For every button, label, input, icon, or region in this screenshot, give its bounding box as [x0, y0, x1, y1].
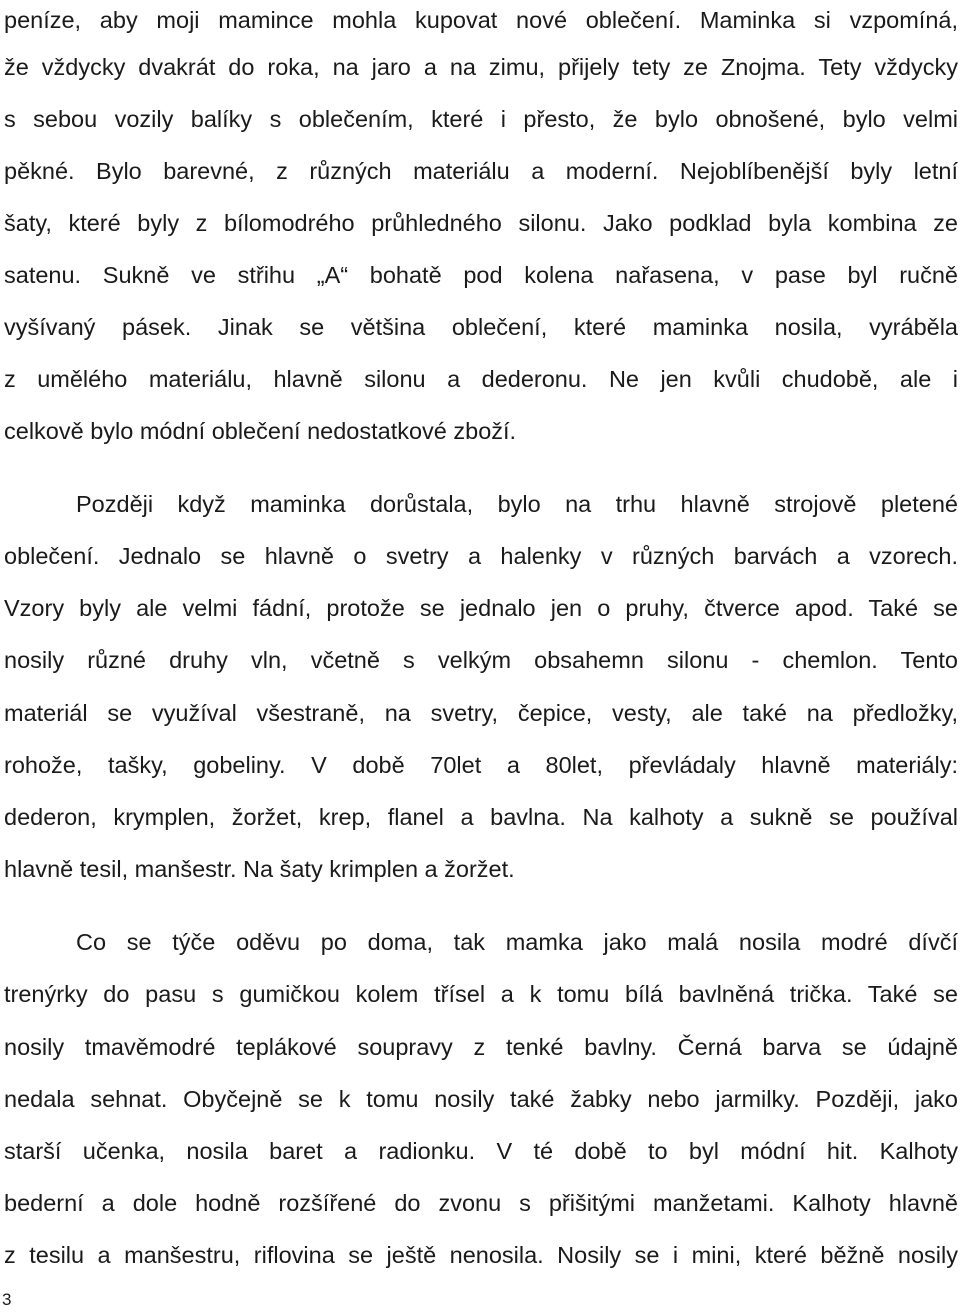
- text-line: pěkné. Bylo barevné, z různých materiálu a moderní. Nejoblíbenější byly letní: [4, 158, 958, 184]
- text-line: trenýrky do pasu s gumičkou kolem třísel a k tomu bílá bavlněná trička. Také se: [4, 981, 958, 1007]
- text-line: dederon, krymplen, žoržet, krep, flanel a bavlna. Na kalhoty a sukně se používal: [4, 804, 958, 830]
- text-line: nosily různé druhy vln, včetně s velkým obsahemn silonu - chemlon. Tento: [4, 647, 958, 673]
- text-line: satenu. Sukně ve střihu „A“ bohatě pod kolena nařasena, v pase byl ručně: [4, 262, 958, 288]
- text-line: s sebou vozily balíky s oblečením, které i přesto, že bylo obnošené, bylo velmi: [4, 106, 958, 132]
- page-number: 3: [2, 1290, 12, 1309]
- text-line: Vzory byly ale velmi fádní, protože se jednalo jen o pruhy, čtverce apod. Také se: [4, 595, 958, 621]
- text-line: oblečení. Jednalo se hlavně o svetry a halenky v různých barvách a vzorech.: [4, 543, 958, 569]
- text-line: nedala sehnat. Obyčejně se k tomu nosily také žabky nebo jarmilky. Později, jako: [4, 1086, 958, 1112]
- text-line: z umělého materiálu, hlavně silonu a dederonu. Ne jen kvůli chudobě, ale i: [4, 366, 958, 392]
- text-line: celkově bylo módní oblečení nedostatkové zboží.: [4, 418, 517, 444]
- text-line: nosily tmavěmodré teplákové soupravy z tenké bavlny. Černá barva se údajně: [4, 1034, 958, 1060]
- text-line: hlavně tesil, manšestr. Na šaty krimplen a žoržet.: [4, 856, 515, 882]
- text-line: peníze, aby moji mamince mohla kupovat nové oblečení. Maminka si vzpomíná,: [4, 7, 958, 33]
- text-line: bederní a dole hodně rozšířené do zvonu s přišitými manžetami. Kalhoty hlavně: [4, 1190, 958, 1216]
- text-line: že vždycky dvakrát do roka, na jaro a na zimu, přijely tety ze Znojma. Tety vždycky: [4, 54, 958, 80]
- text-line: šaty, které byly z bílomodrého průhledného silonu. Jako podklad byla kombina ze: [4, 210, 958, 236]
- text-line: Později když maminka dorůstala, bylo na trhu hlavně strojově pletené: [76, 491, 958, 517]
- text-line: Co se týče oděvu po doma, tak mamka jako malá nosila modré dívčí: [76, 929, 958, 955]
- text-line: starší učenka, nosila baret a radionku. V té době to byl módní hit. Kalhoty: [4, 1138, 958, 1164]
- text-line: materiál se využíval všestraně, na svetry, čepice, vesty, ale také na předložky,: [4, 700, 958, 726]
- text-line: rohože, tašky, gobeliny. V době 70let a 80let, převládaly hlavně materiály:: [4, 752, 958, 778]
- text-line: vyšívaný pásek. Jinak se většina oblečení, které maminka nosila, vyráběla: [4, 314, 958, 340]
- text-line: z tesilu a manšestru, riflovina se ještě nenosila. Nosily se i mini, které běžně nosily: [4, 1242, 958, 1268]
